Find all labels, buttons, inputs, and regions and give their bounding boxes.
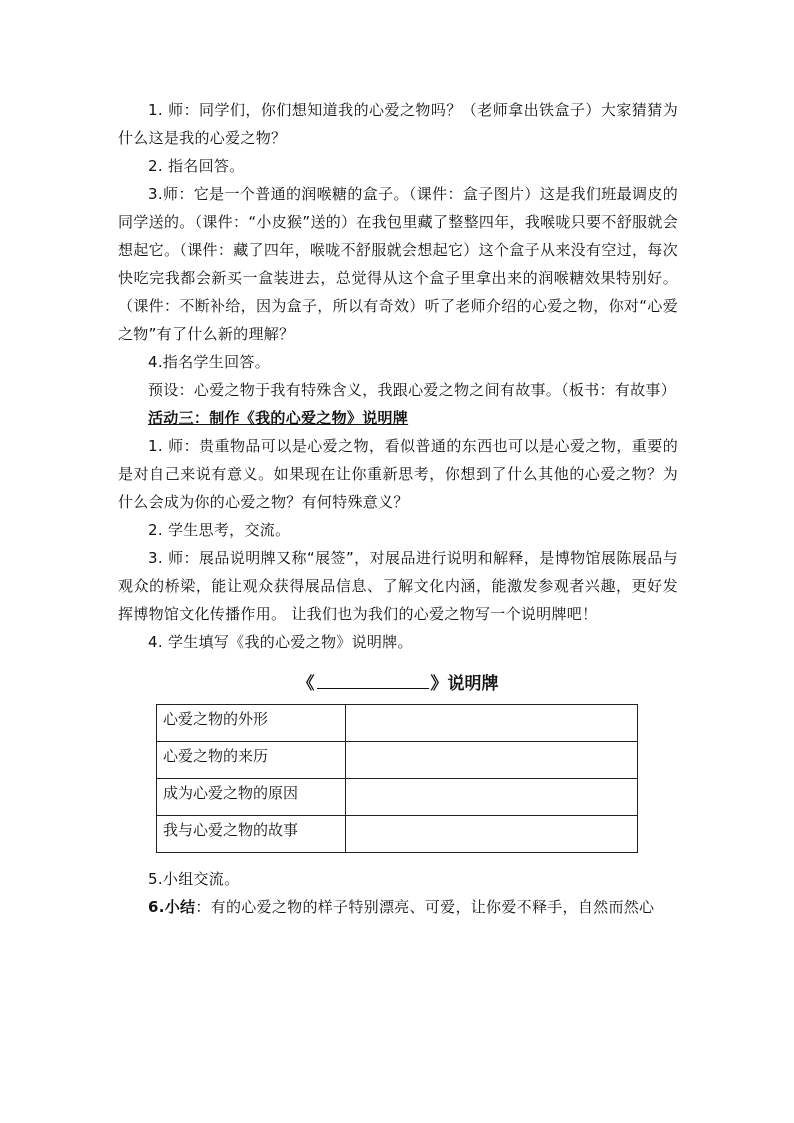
table-row (157, 816, 638, 853)
paragraph-activity-3: 3. 师：展品说明牌又称“展签”，对展品进行说明和解释，是博物馆展陈展品与观众的桥梁，能让观众获得展品信息、了解文化内涵，能激发参观者兴趣，更好发挥博物馆文化传播作用。 让我们也为我们的心爱之物写一个说明牌吧！ (118, 549, 678, 623)
paragraph-summary (118, 893, 678, 921)
row-label: 心爱之物的外形 (157, 705, 346, 742)
paragraph-activity-4: 4. 学生填写《我的心爱之物》说明牌。 (148, 633, 413, 651)
description-card-table (156, 704, 638, 853)
summary-colon: ： (195, 898, 211, 916)
paragraph-group-exchange: 5.小组交流。 (148, 870, 240, 888)
row-value-cell[interactable] (346, 779, 638, 816)
row-value-cell[interactable] (346, 742, 638, 779)
activity-heading: 活动三：制作《我的心爱之物》说明牌 (148, 409, 409, 427)
row-label: 心爱之物的来历 (157, 742, 346, 779)
row-value-cell[interactable] (346, 816, 638, 853)
paragraph-preset: 预设：心爱之物于我有特殊含义，我跟心爱之物之间有故事。（板书：有故事） (148, 381, 677, 399)
table-row (157, 779, 638, 816)
row-label: 成为心爱之物的原因 (157, 779, 346, 816)
summary-label: 6.小结 (148, 898, 196, 916)
summary-text: 有的心爱之物的样子特别漂亮、可爱，让你爱不释手，自然而然心 (210, 898, 655, 916)
paragraph-teacher-intro: 1. 师：同学们，你们想知道我的心爱之物吗？（老师拿出铁盒子）大家猜猜为什么这是我的心爱之物？ (118, 101, 678, 147)
paragraph-student-answer: 4.指名学生回答。 (148, 353, 271, 371)
card-title (118, 670, 678, 698)
row-label: 我与心爱之物的故事 (157, 816, 346, 853)
card-title-open: 《 (297, 674, 315, 694)
card-title-blank (317, 670, 429, 689)
paragraph-call-answer: 2. 指名回答。 (148, 157, 245, 175)
table-row (157, 742, 638, 779)
paragraph-activity-1: 1. 师：贵重物品可以是心爱之物，看似普通的东西也可以是心爱之物，重要的是对自己来说有意义。如果现在让你重新思考，你想到了什么其他的心爱之物？为什么会成为你的心爱之物？有何特殊意义？ (118, 437, 678, 511)
table-row (157, 705, 638, 742)
card-title-close: 》说明牌 (430, 674, 499, 694)
paragraph-teacher-story: 3.师：它是一个普通的润喉糖的盒子。（课件：盒子图片）这是我们班最调皮的同学送的。（课件：“小皮猴”送的）在我包里藏了整整四年，我喉咙只要不舒服就会想起它。（课件：藏了四年，喉咙不舒服就会想起它）这个盒子从来没有空过，每次快吃完我都会新买一盒装进去，总觉得从这个盒子里拿出来的润喉糖效果特别好。（课件：不断补给，因为盒子，所以有奇效）听了老师介绍的心爱之物，你对“心爱之物”有了什么新的理解？ (118, 185, 678, 343)
row-value-cell[interactable] (346, 705, 638, 742)
paragraph-activity-2: 2. 学生思考，交流。 (148, 521, 291, 539)
document-body (118, 96, 678, 921)
